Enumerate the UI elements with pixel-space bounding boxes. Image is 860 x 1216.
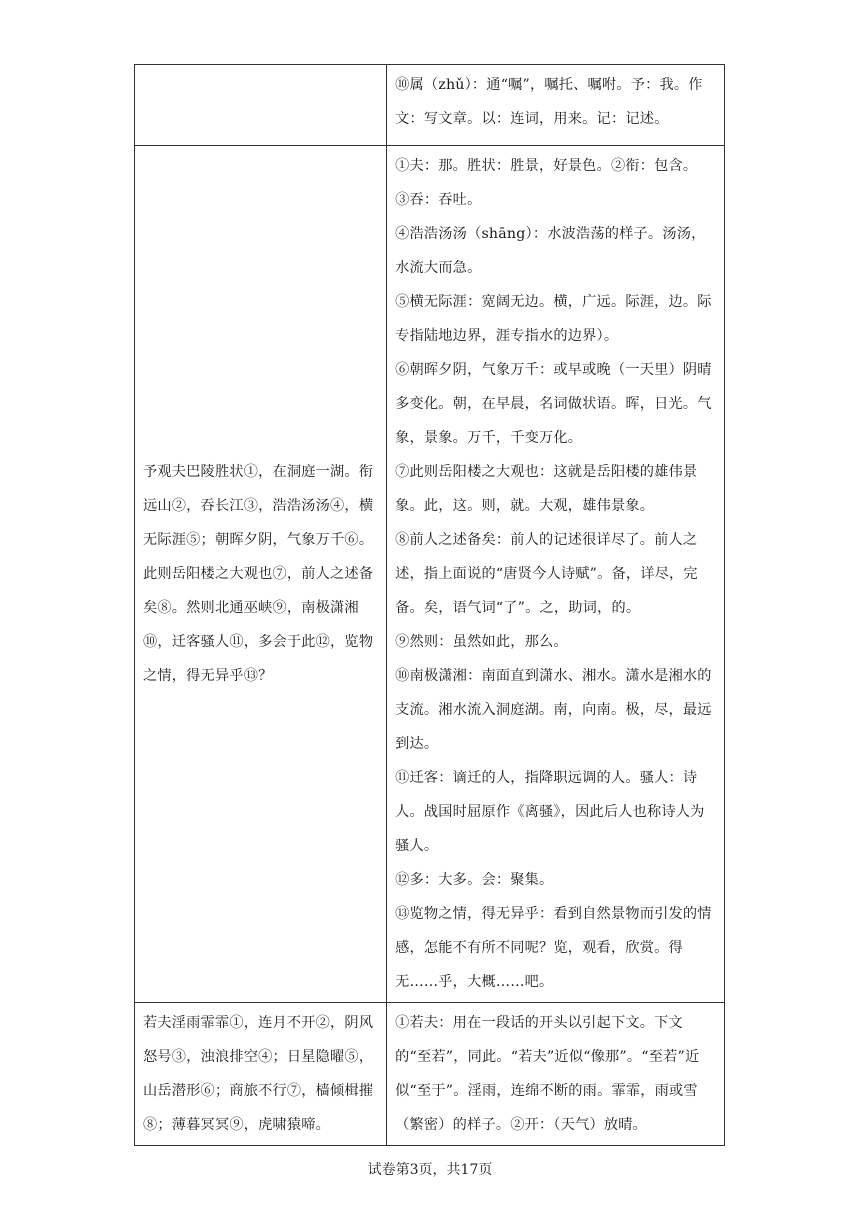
note-paragraph: ⑨然则：虽然如此，那么。 xyxy=(395,634,568,650)
original-text-cell: 若夫淫雨霏霏①，连月不开②，阴风怒号③，浊浪排空④；日星隐曜⑤，山岳潜形⑥；商旅不行⑦，樯倾楫摧⑧；薄暮冥冥⑨，虎啸猿啼。 xyxy=(135,1003,387,1146)
note-paragraph: ③吞：吞吐。 xyxy=(395,192,482,208)
notes-cell xyxy=(387,146,725,1003)
notes-cell xyxy=(387,65,725,146)
table-row xyxy=(135,146,725,1003)
note-paragraph: ⑥朝晖夕阴，气象万千：或早或晚（一天里）阴晴多变化。朝，在早晨，名词做状语。晖，日光。气象，景象。万千，千变万化。 xyxy=(395,362,712,446)
page-footer: 试卷第3页，共17页 xyxy=(367,1162,493,1178)
annotation-table xyxy=(134,64,725,1146)
table-row xyxy=(135,65,725,146)
note-paragraph: ⑫多：大多。会：聚集。 xyxy=(395,872,554,888)
note-paragraph: ⑩南极潇湘：南面直到潇水、湘水。潇水是湘水的支流。湘水流入洞庭湖。南，向南。极，尽，最远到达。 xyxy=(395,668,712,752)
note-paragraph: ①夫：那。胜状：胜景，好景色。②衔：包含。 xyxy=(395,158,698,174)
note-paragraph: ⑦此则岳阳楼之大观也：这就是岳阳楼的雄伟景象。此，这。则，就。大观，雄伟景象。 xyxy=(395,464,698,514)
table-row xyxy=(135,1003,725,1146)
original-text-cell xyxy=(135,65,387,146)
note-paragraph: ①若夫：用在一段话的开头以引起下文。下文的“至若”，同此。“若夫”近似“像那”。“至若”近似“至于”。淫雨，连绵不断的雨。霏霏，雨或雪（繁密）的样子。②开：（天气）放晴。 xyxy=(395,1015,700,1133)
note-paragraph: ⑪迁客：谪迁的人，指降职远调的人。骚人：诗人。战国时屈原作《离骚》，因此后人也称诗人为骚人。 xyxy=(395,770,705,854)
note-paragraph: ⑩属（zhǔ）：通“嘱”，嘱托、嘱咐。予：我。作文：写文章。以：连词，用来。记：记述。 xyxy=(395,77,703,127)
note-paragraph: ④浩浩汤汤（shāng）：水波浩荡的样子。汤汤，水流大而急。 xyxy=(395,226,706,276)
note-paragraph: ⑬览物之情，得无异乎：看到自然景物而引发的情感，怎能不有所不同呢？览，观看，欣赏。得无……乎，大概……吧。 xyxy=(395,906,712,990)
note-paragraph: ⑤横无际涯：宽阔无边。横，广远。际涯，边。际专指陆地边界，涯专指水的边界）。 xyxy=(395,294,712,344)
notes-cell xyxy=(387,1003,725,1146)
note-paragraph: ⑧前人之述备矣：前人的记述很详尽了。前人之述，指上面说的“唐贤今人诗赋”。备，详尽，完备。矣，语气词“了”。之，助词，的。 xyxy=(395,532,698,616)
original-text-cell: 予观夫巴陵胜状①，在洞庭一湖。衔远山②，吞长江③，浩浩汤汤④，横无际涯⑤；朝晖夕阴，气象万千⑥。此则岳阳楼之大观也⑦，前人之述备矣⑧。然则北通巫峡⑨，南极潇湘⑩，迁客骚人⑪，多会于此⑫，览物之情，得无异乎⑬？ xyxy=(135,146,387,1003)
